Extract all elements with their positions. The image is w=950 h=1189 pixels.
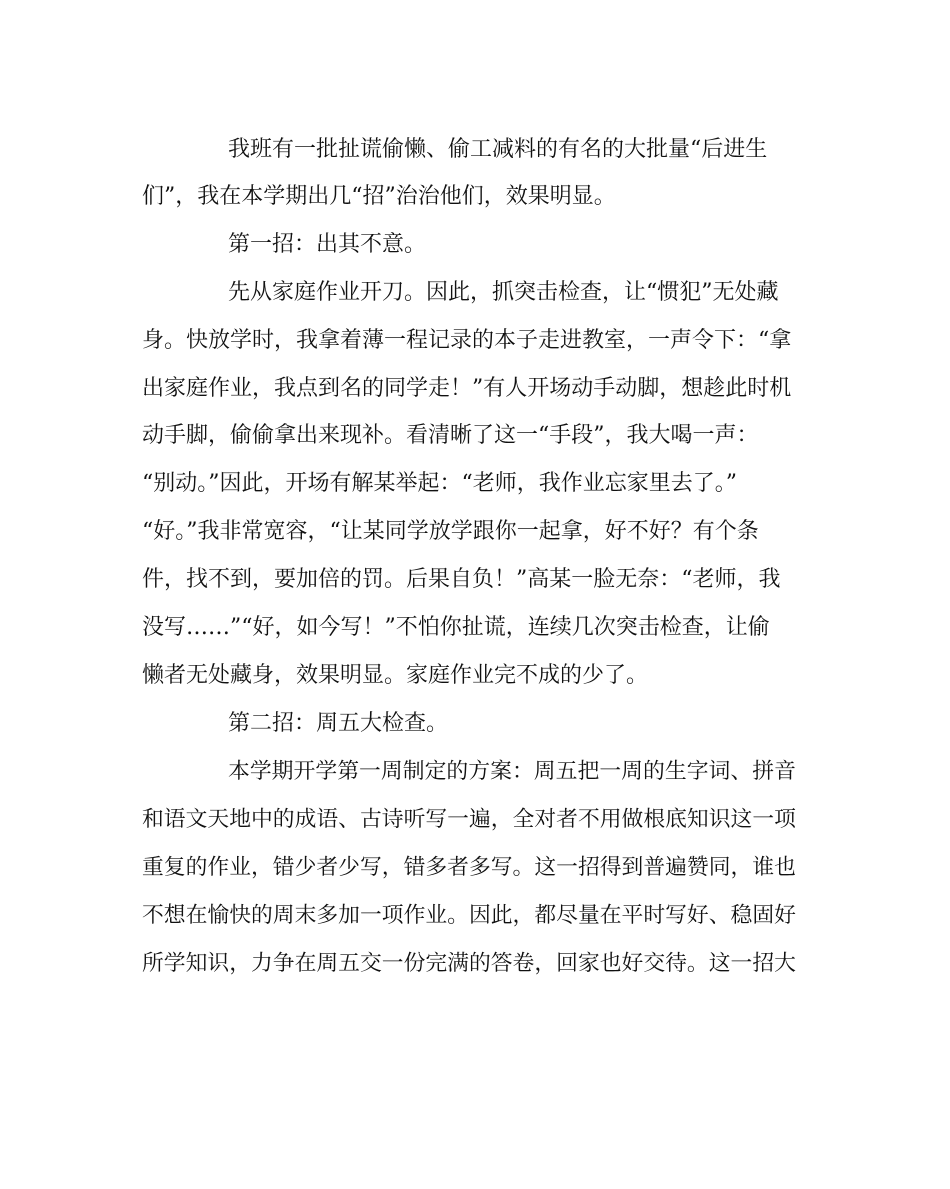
text-line: 重复的作业，错少者少写，错多者多写。这一招得到普遍赞同，谁也 bbox=[142, 855, 796, 880]
text-line: 没写……”“好，如今写！”不怕你扯谎，连续几次突击检查，让偷 bbox=[142, 615, 770, 640]
text-line: 先从家庭作业开刀。因此，抓突击检查，让“惯犯”无处藏 bbox=[228, 280, 779, 305]
section-heading: 第一招：出其不意。 bbox=[228, 232, 427, 257]
text-line: “好。”我非常宽容，“让某同学放学跟你一起拿，好不好？有个条 bbox=[142, 519, 759, 544]
text-line: 不想在愉快的周末多加一项作业。因此，都尽量在平时写好、稳固好 bbox=[142, 903, 796, 928]
text-line: 我班有一批扯谎偷懒、偷工减料的有名的大批量“后进生 bbox=[228, 137, 768, 162]
text-line: 动手脚，偷偷拿出来现补。看清晰了这一“手段”，我大喝一声： bbox=[142, 423, 759, 448]
text-line: “别动。”因此，开场有解某举起：“老师，我作业忘家里去了。” bbox=[142, 471, 737, 496]
text-line: 出家庭作业，我点到名的同学走！”有人开场动手动脚，想趁此时机 bbox=[142, 376, 792, 401]
text-line: 件，找不到，要加倍的罚。后果自负！”高某一脸无奈：“老师，我 bbox=[142, 567, 781, 592]
text-line: 们”，我在本学期出几“招”治治他们，效果明显。 bbox=[142, 184, 616, 209]
text-line: 懒者无处藏身，效果明显。家庭作业完不成的少了。 bbox=[142, 663, 649, 688]
text-line: 所学知识，力争在周五交一份完满的答卷，回家也好交待。这一招大 bbox=[142, 951, 796, 976]
text-line: 和语文天地中的成语、古诗听写一遍，全对者不用做根底知识这一项 bbox=[142, 807, 796, 832]
section-heading: 第二招：周五大检查。 bbox=[228, 711, 449, 736]
text-line: 身。快放学时，我拿着薄一程记录的本子走进教室，一声令下：“拿 bbox=[142, 328, 792, 353]
text-line: 本学期开学第一周制定的方案：周五把一周的生字词、拼音 bbox=[228, 759, 796, 784]
